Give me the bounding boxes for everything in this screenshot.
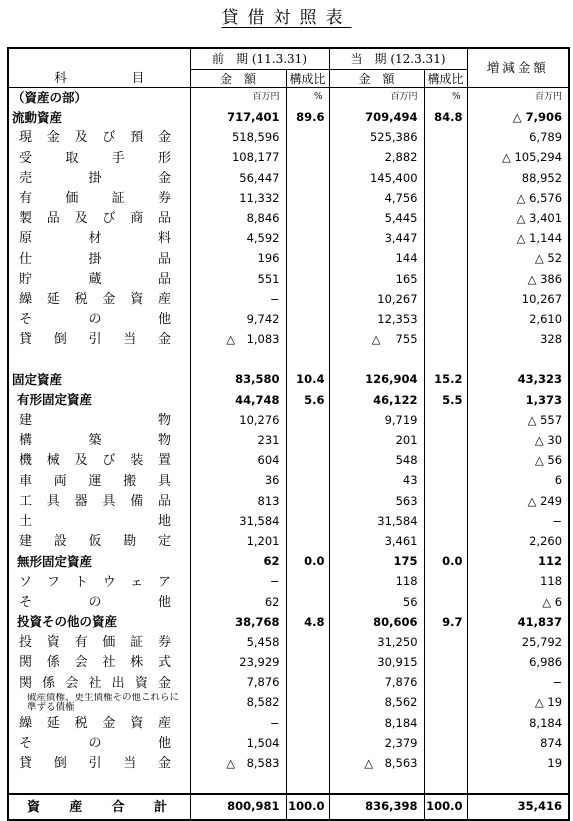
cell-prev-amount: 38,768 <box>190 612 286 632</box>
table-row <box>8 249 569 269</box>
cell-prev-amount: 62 <box>190 552 286 572</box>
cell-prev-ratio <box>286 713 329 733</box>
row-label: 有形固定資産 <box>8 390 190 410</box>
table-row <box>8 188 569 208</box>
cell-difference: △ 6 <box>467 592 569 612</box>
cell-difference: 6,986 <box>467 653 569 673</box>
row-label: 構築物 <box>8 431 190 451</box>
table-row <box>8 289 569 309</box>
row-label: 貯蔵品 <box>8 269 190 289</box>
assets-section-label: （資産の部） <box>8 88 190 108</box>
total-diff: 35,416 <box>467 794 569 820</box>
cell-prev-ratio <box>286 249 329 269</box>
cell-prev-ratio <box>286 532 329 552</box>
cell-curr-ratio <box>424 673 467 693</box>
cell-prev-ratio <box>286 572 329 592</box>
cell-difference: △ 557 <box>467 411 569 431</box>
header-prev-amount: 金 額 <box>190 70 286 88</box>
cell-curr-amount: 12,353 <box>329 310 424 330</box>
table-row <box>8 693 569 713</box>
cell-prev-ratio <box>286 229 329 249</box>
cell-curr-ratio <box>424 269 467 289</box>
row-label: 受取手形 <box>8 148 190 168</box>
total-curr: 836,398 <box>329 794 424 820</box>
cell-difference: △ 6,576 <box>467 188 569 208</box>
cell-curr-amount: 7,876 <box>329 673 424 693</box>
cell-curr-ratio <box>424 713 467 733</box>
cell-curr-ratio <box>424 229 467 249</box>
cell-prev-ratio: 89.6 <box>286 108 329 128</box>
cell-curr-ratio <box>424 754 467 774</box>
cell-curr-amount: 80,606 <box>329 612 424 632</box>
cell-curr-amount: 31,250 <box>329 633 424 653</box>
row-label: 繰延税金資産 <box>8 289 190 309</box>
cell-curr-ratio <box>424 633 467 653</box>
cell-curr-ratio <box>424 249 467 269</box>
cell-difference: 118 <box>467 572 569 592</box>
row-label: 貸倒引当金 <box>8 754 190 774</box>
cell-prev-amount: 8,582 <box>190 693 286 713</box>
cell-curr-ratio <box>424 411 467 431</box>
cell-difference: 112 <box>467 552 569 572</box>
cell-curr-ratio: 84.8 <box>424 108 467 128</box>
cell-curr-amount: 8,184 <box>329 713 424 733</box>
row-label: 関係会社株式 <box>8 653 190 673</box>
cell-difference: 8,184 <box>467 713 569 733</box>
cell-prev-ratio <box>286 633 329 653</box>
row-label: 固定資産 <box>8 370 190 390</box>
cell-prev-amount: 10,276 <box>190 411 286 431</box>
header-curr-period: 当 期 (12.3.31) <box>329 48 467 70</box>
table-row <box>8 168 569 188</box>
cell-curr-amount: 145,400 <box>329 168 424 188</box>
cell-curr-amount: 118 <box>329 572 424 592</box>
cell-prev-amount: 44,748 <box>190 390 286 410</box>
cell-curr-ratio: 0.0 <box>424 552 467 572</box>
row-label: 貸倒引当金 <box>8 330 190 350</box>
cell-prev-ratio: 4.8 <box>286 612 329 632</box>
cell-difference: △ 3,401 <box>467 209 569 229</box>
cell-difference <box>467 774 569 794</box>
cell-curr-amount: △ 755 <box>329 330 424 350</box>
cell-difference: − <box>467 511 569 531</box>
document-title: 貸借対照表 <box>221 8 352 28</box>
cell-curr-ratio <box>424 451 467 471</box>
cell-curr-amount: 5,445 <box>329 209 424 229</box>
row-label: 売掛金 <box>8 168 190 188</box>
cell-difference: △ 7,906 <box>467 108 569 128</box>
row-label: 建設仮勘定 <box>8 532 190 552</box>
cell-curr-amount: 3,461 <box>329 532 424 552</box>
row-label: 原材料 <box>8 229 190 249</box>
row-label: 土地 <box>8 511 190 531</box>
cell-prev-amount: 813 <box>190 491 286 511</box>
row-label: 無形固定資産 <box>8 552 190 572</box>
table-row <box>8 754 569 774</box>
cell-difference: 25,792 <box>467 633 569 653</box>
cell-curr-ratio <box>424 653 467 673</box>
cell-curr-amount: 525,386 <box>329 128 424 148</box>
cell-curr-amount: 8,562 <box>329 693 424 713</box>
table-row <box>8 350 569 370</box>
cell-prev-amount: 604 <box>190 451 286 471</box>
row-label: 仕掛品 <box>8 249 190 269</box>
cell-curr-amount: 46,122 <box>329 390 424 410</box>
cell-curr-ratio <box>424 128 467 148</box>
cell-prev-ratio: 5.6 <box>286 390 329 410</box>
cell-prev-ratio <box>286 491 329 511</box>
cell-prev-amount: 83,580 <box>190 370 286 390</box>
table-row <box>8 673 569 693</box>
table-row <box>8 511 569 531</box>
row-label: 関係会社出資金 <box>8 673 190 693</box>
cell-prev-amount: 5,458 <box>190 633 286 653</box>
row-label: 製品及び商品 <box>8 209 190 229</box>
table-row <box>8 209 569 229</box>
cell-prev-ratio: 10.4 <box>286 370 329 390</box>
table-row <box>8 451 569 471</box>
cell-curr-amount: 709,494 <box>329 108 424 128</box>
total-prev: 800,981 <box>190 794 286 820</box>
cell-prev-ratio <box>286 148 329 168</box>
cell-difference: 6,789 <box>467 128 569 148</box>
cell-prev-ratio <box>286 734 329 754</box>
cell-difference: 43,323 <box>467 370 569 390</box>
cell-curr-ratio <box>424 774 467 794</box>
cell-curr-ratio <box>424 188 467 208</box>
table-row <box>8 269 569 289</box>
table-row <box>8 330 569 350</box>
cell-prev-amount: 196 <box>190 249 286 269</box>
cell-curr-ratio <box>424 209 467 229</box>
cell-curr-ratio: 9.7 <box>424 612 467 632</box>
cell-curr-amount: 30,915 <box>329 653 424 673</box>
cell-prev-amount: △ 8,583 <box>190 754 286 774</box>
table-row <box>8 653 569 673</box>
cell-prev-amount: 9,742 <box>190 310 286 330</box>
cell-curr-ratio <box>424 511 467 531</box>
table-row <box>8 471 569 491</box>
cell-curr-amount: △ 8,563 <box>329 754 424 774</box>
cell-prev-amount: 23,929 <box>190 653 286 673</box>
cell-prev-ratio <box>286 511 329 531</box>
cell-prev-amount: 56,447 <box>190 168 286 188</box>
cell-prev-amount: 231 <box>190 431 286 451</box>
cell-difference: △ 386 <box>467 269 569 289</box>
cell-curr-ratio <box>424 532 467 552</box>
table-row <box>8 532 569 552</box>
cell-prev-amount: − <box>190 572 286 592</box>
table-row <box>8 774 569 794</box>
cell-curr-ratio <box>424 491 467 511</box>
cell-prev-ratio <box>286 411 329 431</box>
table-row <box>8 592 569 612</box>
cell-curr-ratio <box>424 350 467 370</box>
cell-difference: 328 <box>467 330 569 350</box>
row-label: 破産債権、更生債権その他これらに準ずる債権 <box>8 693 190 713</box>
cell-curr-amount: 3,447 <box>329 229 424 249</box>
cell-curr-ratio <box>424 168 467 188</box>
cell-prev-ratio <box>286 592 329 612</box>
cell-curr-ratio <box>424 310 467 330</box>
table-row <box>8 552 569 572</box>
row-label: 現金及び預金 <box>8 128 190 148</box>
cell-difference: △ 105,294 <box>467 148 569 168</box>
header-prev-period: 前 期 (11.3.31) <box>190 48 329 70</box>
table-row <box>8 229 569 249</box>
cell-curr-amount: 201 <box>329 431 424 451</box>
cell-difference: 88,952 <box>467 168 569 188</box>
table-row <box>8 108 569 128</box>
cell-prev-ratio <box>286 168 329 188</box>
cell-prev-ratio <box>286 330 329 350</box>
cell-prev-ratio <box>286 128 329 148</box>
cell-curr-ratio: 5.5 <box>424 390 467 410</box>
cell-prev-ratio <box>286 471 329 491</box>
unit-pct-prev: % <box>286 88 329 108</box>
cell-difference: △ 56 <box>467 451 569 471</box>
cell-curr-amount: 165 <box>329 269 424 289</box>
total-row <box>8 794 569 820</box>
cell-prev-ratio <box>286 431 329 451</box>
cell-difference: − <box>467 673 569 693</box>
cell-curr-amount: 2,379 <box>329 734 424 754</box>
cell-prev-ratio <box>286 188 329 208</box>
cell-curr-amount: 10,267 <box>329 289 424 309</box>
cell-difference: 1,373 <box>467 390 569 410</box>
cell-prev-ratio: 0.0 <box>286 552 329 572</box>
row-label: 流動資産 <box>8 108 190 128</box>
cell-difference: △ 30 <box>467 431 569 451</box>
unit-yen-prev: 百万円 <box>190 88 286 108</box>
table-row <box>8 310 569 330</box>
cell-difference: 874 <box>467 734 569 754</box>
table-row <box>8 431 569 451</box>
table-row <box>8 390 569 410</box>
table-row <box>8 572 569 592</box>
cell-prev-ratio <box>286 693 329 713</box>
cell-prev-amount: 108,177 <box>190 148 286 168</box>
table-row <box>8 411 569 431</box>
row-label: 繰延税金資産 <box>8 713 190 733</box>
cell-difference <box>467 350 569 370</box>
cell-curr-amount: 56 <box>329 592 424 612</box>
cell-difference: △ 1,144 <box>467 229 569 249</box>
cell-difference: 10,267 <box>467 289 569 309</box>
cell-prev-ratio <box>286 673 329 693</box>
row-label <box>8 350 190 370</box>
cell-curr-ratio <box>424 592 467 612</box>
cell-curr-amount: 563 <box>329 491 424 511</box>
header-curr-ratio: 構成比 <box>424 70 467 88</box>
unit-yen-diff: 百万円 <box>467 88 569 108</box>
header-difference: 増減金額 <box>467 48 569 88</box>
table-row <box>8 370 569 390</box>
row-label: 工具器具備品 <box>8 491 190 511</box>
cell-prev-amount: △ 1,083 <box>190 330 286 350</box>
cell-curr-ratio <box>424 734 467 754</box>
cell-prev-ratio <box>286 653 329 673</box>
cell-prev-amount: 717,401 <box>190 108 286 128</box>
cell-curr-amount: 43 <box>329 471 424 491</box>
cell-curr-amount: 2,882 <box>329 148 424 168</box>
row-label: 有価証券 <box>8 188 190 208</box>
cell-prev-ratio <box>286 289 329 309</box>
cell-curr-amount <box>329 774 424 794</box>
cell-prev-ratio <box>286 310 329 330</box>
total-prev-ratio: 100.0 <box>286 794 329 820</box>
table-row <box>8 128 569 148</box>
cell-prev-amount: − <box>190 289 286 309</box>
cell-prev-amount <box>190 350 286 370</box>
header-curr-amount: 金 額 <box>329 70 424 88</box>
cell-prev-amount: 62 <box>190 592 286 612</box>
cell-prev-ratio <box>286 209 329 229</box>
cell-prev-amount: 8,846 <box>190 209 286 229</box>
cell-prev-amount: 518,596 <box>190 128 286 148</box>
cell-prev-amount: 4,592 <box>190 229 286 249</box>
total-label: 資産合計 <box>8 794 190 820</box>
row-label: 機械及び装置 <box>8 451 190 471</box>
cell-curr-ratio <box>424 148 467 168</box>
total-curr-ratio: 100.0 <box>424 794 467 820</box>
cell-curr-ratio <box>424 289 467 309</box>
cell-curr-ratio <box>424 330 467 350</box>
row-label: その他 <box>8 592 190 612</box>
cell-curr-ratio <box>424 431 467 451</box>
cell-curr-ratio <box>424 471 467 491</box>
cell-difference: 2,260 <box>467 532 569 552</box>
cell-prev-amount: 1,201 <box>190 532 286 552</box>
cell-difference: 19 <box>467 754 569 774</box>
cell-curr-amount <box>329 350 424 370</box>
row-label: ソフトウェア <box>8 572 190 592</box>
row-label: 車両運搬具 <box>8 471 190 491</box>
units-row <box>8 88 569 108</box>
unit-pct-curr: % <box>424 88 467 108</box>
cell-difference: 41,837 <box>467 612 569 632</box>
header-subject: 科 目 <box>8 48 190 88</box>
table-row <box>8 612 569 632</box>
cell-prev-ratio <box>286 774 329 794</box>
row-label: その他 <box>8 734 190 754</box>
cell-difference: △ 52 <box>467 249 569 269</box>
cell-curr-amount: 175 <box>329 552 424 572</box>
table-row <box>8 734 569 754</box>
cell-prev-amount: 31,584 <box>190 511 286 531</box>
cell-curr-ratio <box>424 572 467 592</box>
cell-difference: 6 <box>467 471 569 491</box>
row-label: 建物 <box>8 411 190 431</box>
cell-prev-ratio <box>286 451 329 471</box>
balance-sheet-table <box>7 47 570 821</box>
cell-prev-ratio <box>286 269 329 289</box>
cell-difference: 2,610 <box>467 310 569 330</box>
table-row <box>8 633 569 653</box>
header-prev-ratio: 構成比 <box>286 70 329 88</box>
cell-prev-amount: 1,504 <box>190 734 286 754</box>
cell-curr-amount: 144 <box>329 249 424 269</box>
cell-prev-amount: 11,332 <box>190 188 286 208</box>
cell-curr-amount: 4,756 <box>329 188 424 208</box>
cell-prev-ratio <box>286 754 329 774</box>
cell-curr-ratio <box>424 693 467 713</box>
cell-difference: △ 19 <box>467 693 569 713</box>
cell-curr-amount: 126,904 <box>329 370 424 390</box>
cell-prev-amount <box>190 774 286 794</box>
cell-prev-ratio <box>286 350 329 370</box>
table-row <box>8 148 569 168</box>
row-label: その他 <box>8 310 190 330</box>
cell-curr-amount: 548 <box>329 451 424 471</box>
table-row <box>8 491 569 511</box>
cell-prev-amount: 7,876 <box>190 673 286 693</box>
cell-prev-amount: − <box>190 713 286 733</box>
table-row <box>8 713 569 733</box>
cell-prev-amount: 551 <box>190 269 286 289</box>
cell-curr-ratio: 15.2 <box>424 370 467 390</box>
row-label <box>8 774 190 794</box>
cell-curr-amount: 31,584 <box>329 511 424 531</box>
cell-curr-amount: 9,719 <box>329 411 424 431</box>
row-label: 投資その他の資産 <box>8 612 190 632</box>
cell-difference: △ 249 <box>467 491 569 511</box>
row-label: 投資有価証券 <box>8 633 190 653</box>
unit-yen-curr: 百万円 <box>329 88 424 108</box>
cell-prev-amount: 36 <box>190 471 286 491</box>
